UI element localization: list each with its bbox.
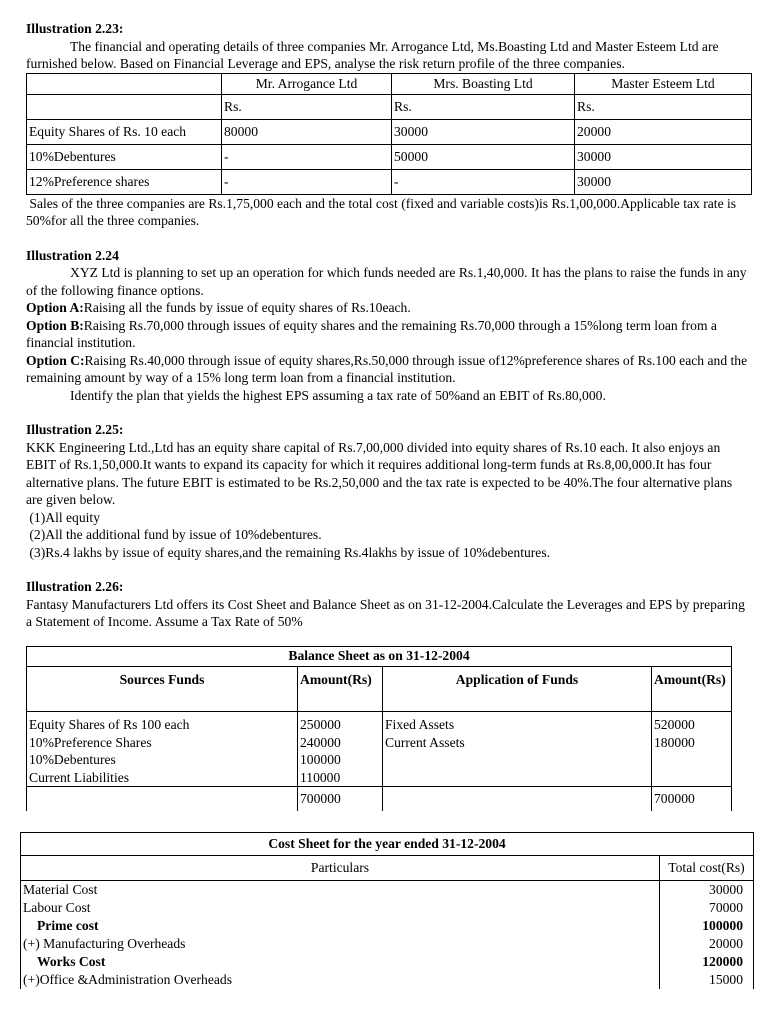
table-row — [21, 917, 754, 935]
cost-sheet-title-row — [21, 833, 754, 856]
plan-1: (1)All equity — [26, 509, 101, 525]
cost-value: 15000 — [660, 971, 754, 989]
source-amounts-list — [298, 712, 383, 787]
table-cell — [27, 787, 298, 812]
table-cell: 50000 — [392, 144, 575, 169]
table-row — [21, 935, 754, 953]
total-sources: 700000 — [298, 787, 383, 812]
table-cell: Rs. — [575, 94, 752, 119]
illustration-2-23-note: Sales of the three companies are Rs.1,75,000 each and the total cost (fixed and variable costs)is Rs.1,00,000.Applicable tax rate is 50%for all the three companies. — [26, 195, 740, 228]
cost-label: Prime cost — [21, 917, 660, 935]
applications-list — [383, 712, 652, 787]
table-cell: - — [222, 144, 392, 169]
companies-table — [26, 73, 752, 195]
balance-sheet-header-row — [27, 667, 732, 712]
plan-3: (3)Rs.4 lakhs by issue of equity shares,and the remaining Rs.4lakhs by issue of 10%debentures. — [26, 544, 551, 560]
list-item: 100000 — [300, 752, 341, 767]
table-cell — [27, 94, 222, 119]
source-amount-header: Amount(Rs) — [298, 667, 383, 712]
table-row — [21, 953, 754, 971]
table-cell: 30000 — [392, 119, 575, 144]
table-cell: 10%Debentures — [27, 144, 222, 169]
list-item: Fixed Assets — [385, 717, 455, 732]
cost-value: 100000 — [660, 917, 754, 935]
option-c-label: Option C: — [26, 352, 85, 368]
table-cell: Equity Shares of Rs. 10 each — [27, 119, 222, 144]
balance-sheet-title: Balance Sheet as on 31-12-2004 — [27, 647, 732, 667]
table-cell: Rs. — [392, 94, 575, 119]
balance-sheet-title-row — [27, 647, 732, 667]
option-c — [26, 352, 752, 387]
list-item: 250000 — [300, 717, 341, 732]
table-header-cell: Mr. Arrogance Ltd — [222, 73, 392, 94]
list-item: 10%Debentures — [29, 752, 116, 767]
balance-sheet-body-row — [27, 712, 732, 787]
table-header-cell — [27, 73, 222, 94]
application-amounts-list — [652, 712, 732, 787]
illustration-2-24-heading: Illustration 2.24 — [26, 247, 119, 263]
table-cell: - — [392, 169, 575, 194]
balance-sheet-table — [26, 646, 732, 811]
table-cell: 30000 — [575, 169, 752, 194]
cost-value: 120000 — [660, 953, 754, 971]
cost-label: (+)Office &Administration Overheads — [21, 971, 660, 989]
table-cell — [383, 787, 652, 812]
table-cell: 20000 — [575, 119, 752, 144]
list-item: 520000 — [654, 717, 695, 732]
application-amount-header: Amount(Rs) — [652, 667, 732, 712]
list-item: 110000 — [300, 769, 341, 785]
illustration-2-25-heading: Illustration 2.25: — [26, 422, 124, 437]
table-header-cell: Mrs. Boasting Ltd — [392, 73, 575, 94]
table-row — [21, 899, 754, 917]
table-row — [27, 144, 752, 169]
option-a — [26, 299, 752, 317]
table-row — [21, 971, 754, 989]
document-page — [23, 20, 752, 987]
option-b — [26, 317, 752, 352]
table-header-row — [27, 73, 752, 94]
table-cell: - — [222, 169, 392, 194]
sources-list — [27, 712, 298, 787]
cost-label: Material Cost — [21, 881, 660, 900]
cost-label: (+) Manufacturing Overheads — [21, 935, 660, 953]
illustration-2-24-question: Identify the plan that yields the highest EPS assuming a tax rate of 50%and an EBIT of Rs.80,000. — [70, 387, 606, 403]
table-row — [27, 169, 752, 194]
sources-funds-header: Sources Funds — [27, 667, 298, 712]
option-b-text: Raising Rs.70,000 through issues of equity shares and the remaining Rs.70,000 through a 15%long term loan from a financial institution. — [26, 317, 717, 350]
list-item: 10%Preference Shares — [29, 734, 152, 750]
table-cell: 12%Preference shares — [27, 169, 222, 194]
cost-sheet-title: Cost Sheet for the year ended 31-12-2004 — [21, 833, 754, 856]
option-b-label: Option B: — [26, 317, 84, 333]
illustration-2-26-heading: Illustration 2.26: — [26, 579, 124, 594]
table-cell: 30000 — [575, 144, 752, 169]
list-item: Current Assets — [385, 734, 465, 750]
cost-value: 20000 — [660, 935, 754, 953]
particulars-header: Particulars — [21, 856, 660, 881]
option-a-text: Raising all the funds by issue of equity shares of Rs.10each. — [83, 300, 411, 315]
total-applications: 700000 — [652, 787, 732, 812]
list-item: Current Liabilities — [29, 769, 130, 785]
option-a-label: Option A: — [26, 300, 84, 315]
illustration-2-23-intro: The financial and operating details of three companies Mr. Arrogance Ltd, Ms.Boasting Ltd and Master Esteem Ltd are furnished below. Based on Financial Leverage and EPS, analyse the risk return profile of the three companies. — [26, 38, 719, 71]
option-c-text: Raising Rs.40,000 through issue of equity shares,Rs.50,000 through issue of12%preference shares of Rs.100 each and the remaining amount by way of a 15% long term loan from a financial institution. — [26, 352, 748, 385]
balance-sheet-total-row — [27, 787, 732, 812]
illustration-2-23-heading: Illustration 2.23: — [26, 21, 124, 36]
list-item: 180000 — [654, 734, 695, 750]
illustration-2-25-intro: KKK Engineering Ltd.,Ltd has an equity share capital of Rs.7,00,000 divided into equity shares of Rs.10 each. It also enjoys an EBIT of Rs.1,50,000.It wants to expand its capacity for which it requires additional long-term funds at Rs.8,00,000.It has four alternative plans. The future EBIT is estimated to be Rs.2,50,000 and the tax rate is expected to be 40%.The four alternative plans are given below. — [26, 439, 733, 507]
table-header-cell: Master Esteem Ltd — [575, 73, 752, 94]
total-cost-header: Total cost(Rs) — [660, 856, 754, 881]
table-cell: 80000 — [222, 119, 392, 144]
table-cell: Rs. — [222, 94, 392, 119]
illustration-2-24-intro: XYZ Ltd is planning to set up an operation for which funds needed are Rs.1,40,000. It has the plans to raise the funds in any of the following finance options. — [26, 265, 747, 298]
plan-2: (2)All the additional fund by issue of 10%debentures. — [26, 527, 322, 542]
cost-sheet-header-row — [21, 856, 754, 881]
table-row — [27, 94, 752, 119]
cost-label: Works Cost — [21, 953, 660, 971]
table-row — [27, 119, 752, 144]
illustration-2-26-intro: Fantasy Manufacturers Ltd offers its Cost Sheet and Balance Sheet as on 31-12-2004.Calculate the Leverages and EPS by preparing a Statement of Income. Assume a Tax Rate of 50% — [26, 596, 745, 629]
cost-sheet-table — [20, 832, 754, 989]
table-row — [21, 881, 754, 900]
cost-label: Labour Cost — [21, 899, 660, 917]
list-item: Equity Shares of Rs 100 each — [29, 717, 190, 732]
cost-value: 30000 — [660, 881, 754, 900]
cost-value: 70000 — [660, 899, 754, 917]
application-of-funds-header: Application of Funds — [383, 667, 652, 712]
list-item: 240000 — [300, 734, 341, 750]
